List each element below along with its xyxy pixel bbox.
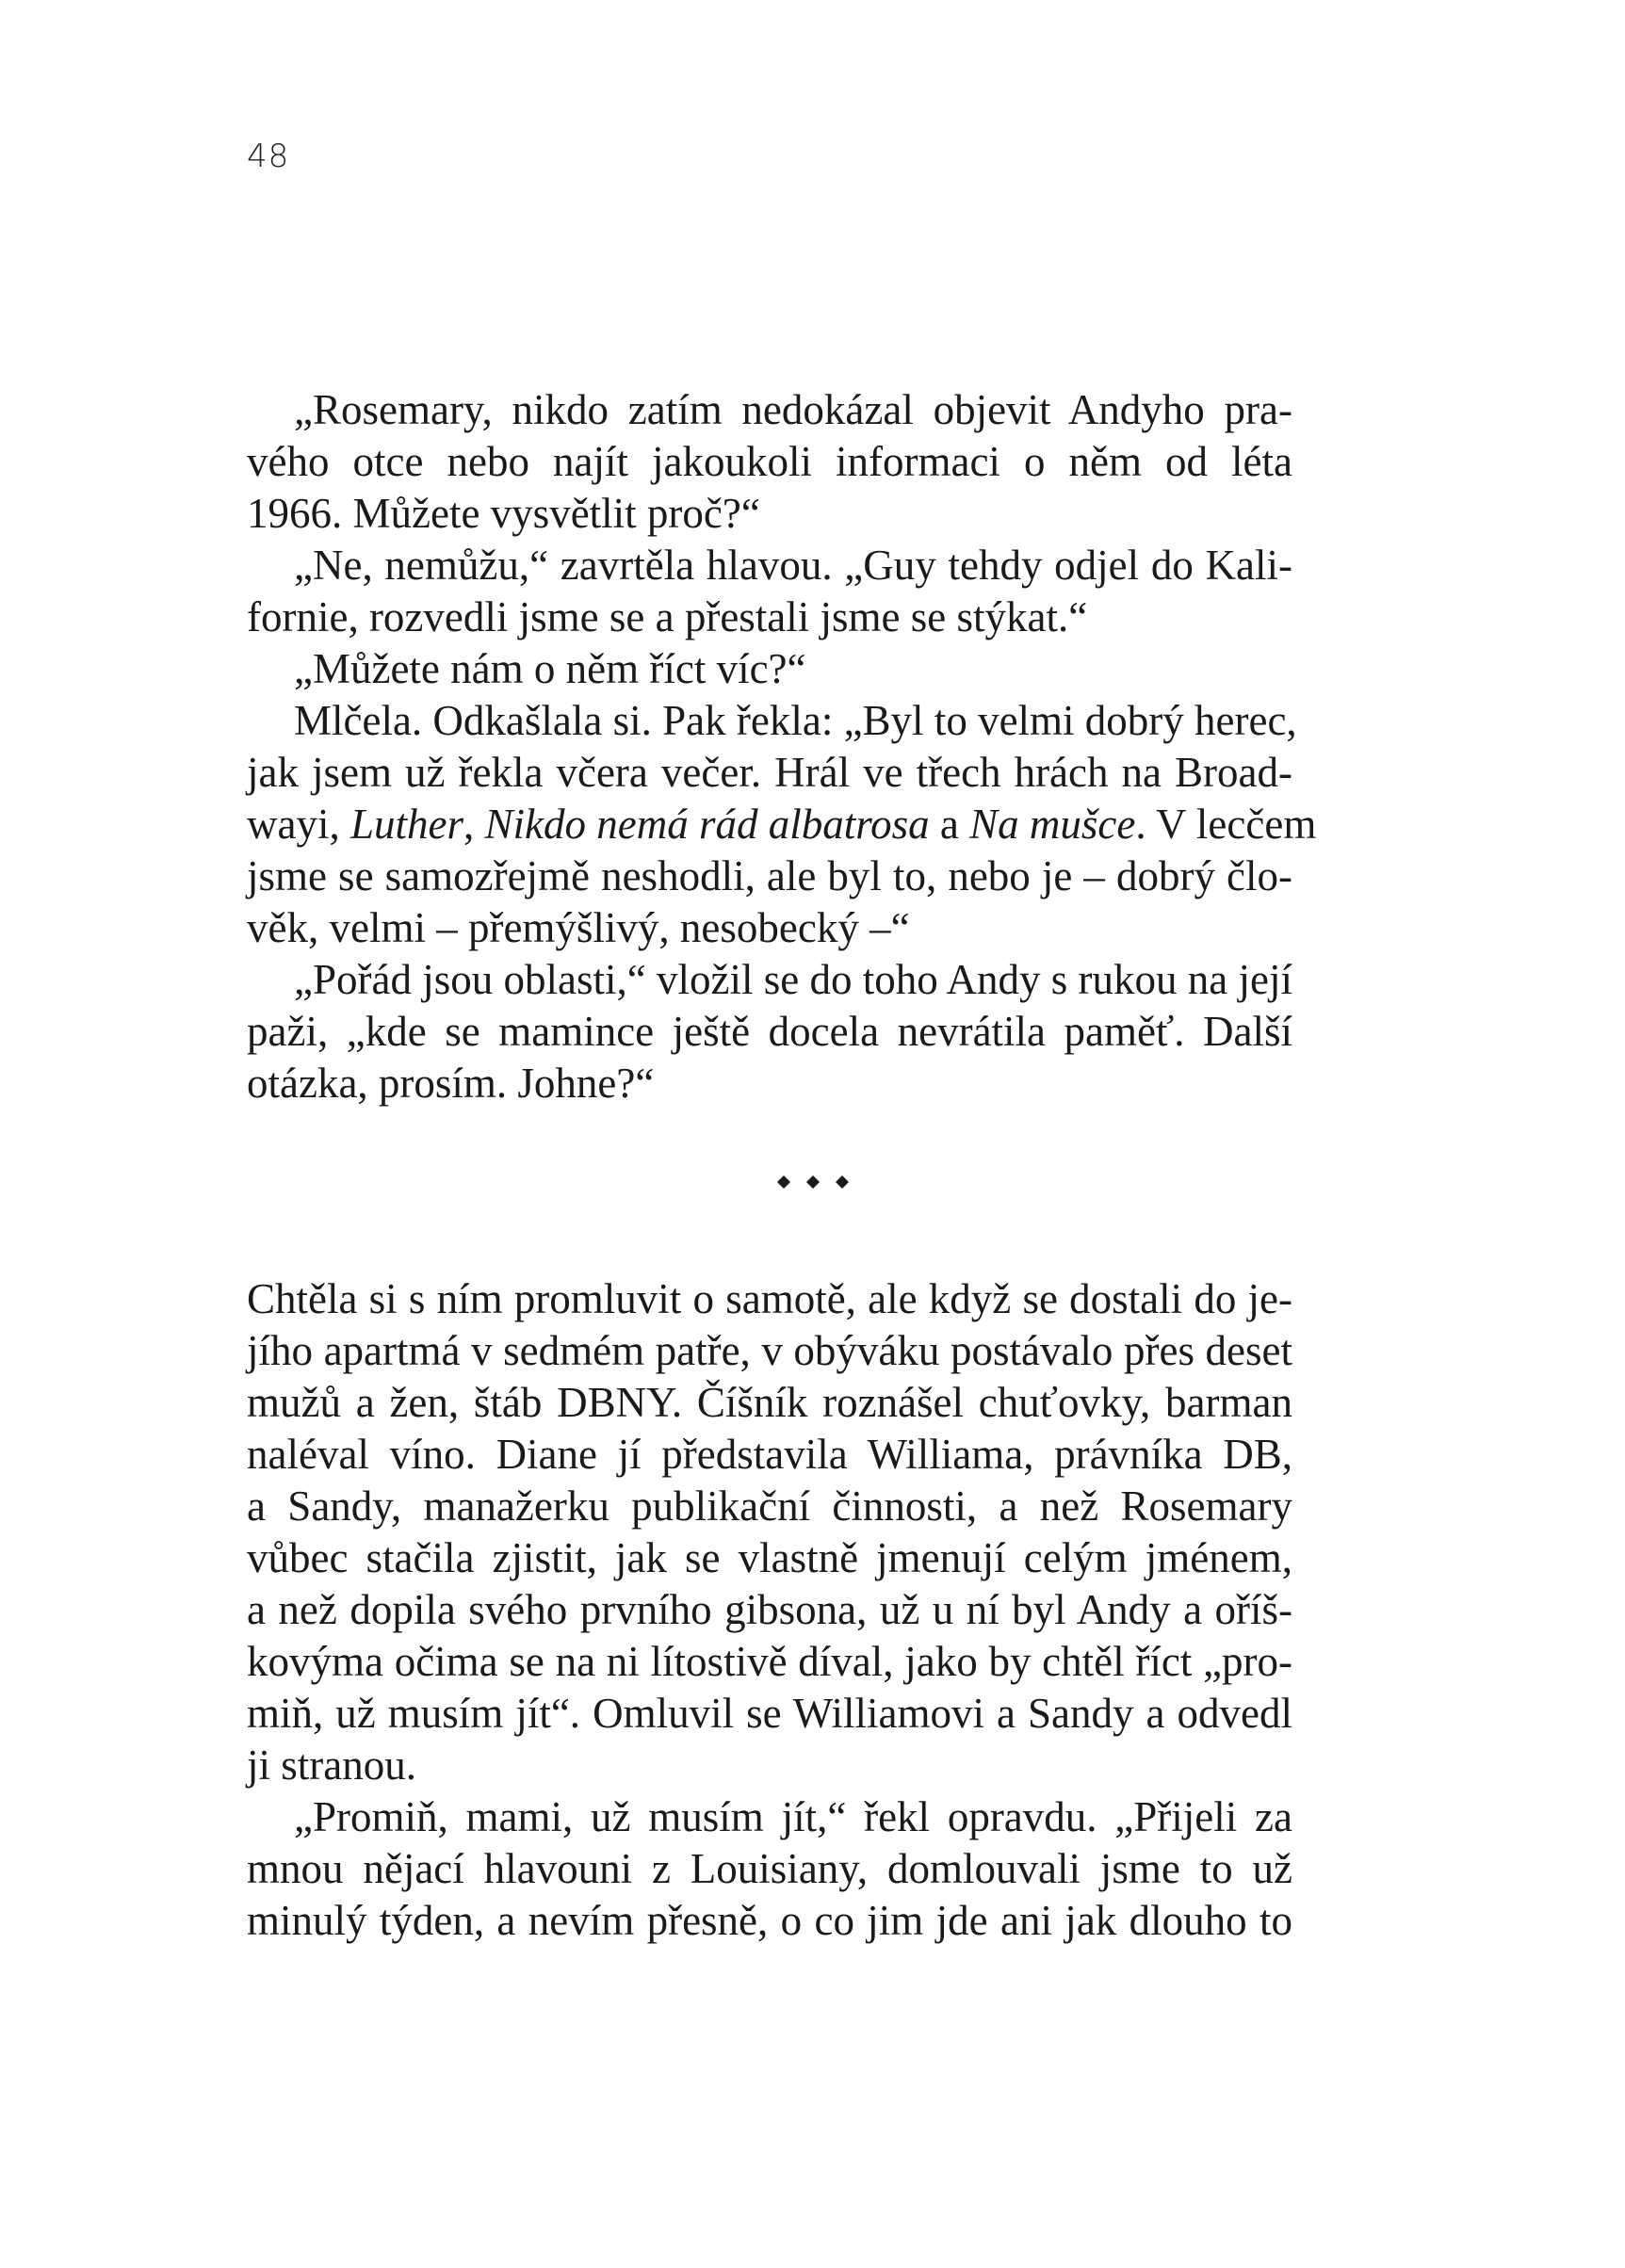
text-line: Chtěla si s ním promluvit o samotě, ale když se dostali do je-: [247, 1275, 1292, 1322]
text-line: vého otce nebo najít jakoukoli informaci o něm od léta: [247, 438, 1292, 485]
text-block-dialogue: [247, 384, 1317, 1110]
text-line: kovýma očima se na ni lítostivě díval, jako by chtěl říct „pro-: [247, 1638, 1292, 1685]
text-line: „Promiň, mami, už musím jít,“ řekl opravdu. „Přijeli za: [294, 1793, 1292, 1840]
line-text-segment: a: [929, 801, 970, 848]
text-line: mnou nějací hlavouni z Louisiany, domlouvali jsme to už: [247, 1845, 1292, 1892]
text-line: Mlčela. Odkašlala si. Pak řekla: „Byl to velmi dobrý herec,: [294, 697, 1297, 744]
text-line: jsme se samozřejmě neshodli, ale byl to, nebo je – dobrý člo-: [247, 852, 1292, 899]
text-line: jího apartmá v sedmém patře, v obýváku postávalo přes deset: [247, 1327, 1292, 1374]
section-separator: [0, 1174, 1625, 1191]
text-line: paži, „kde se mamince ještě docela nevrátila paměť. Další: [247, 1008, 1292, 1055]
text-line: jak jsem už řekla včera večer. Hrál ve třech hrách na Broad-: [247, 749, 1292, 796]
text-line: „Rosemary, nikdo zatím nedokázal objevit Andyho pra-: [294, 386, 1292, 433]
text-line: „Pořád jsou oblasti,“ vložil se do toho Andy s rukou na její: [294, 956, 1292, 1003]
page-number: 48: [247, 138, 290, 175]
line-text-segment: ,: [463, 801, 485, 848]
text-line: minulý týden, a nevím přesně, o co jim jde ani jak dlouho to: [247, 1897, 1292, 1944]
text-line: vůbec stačila zjistit, jak se vlastně jmenují celým jménem,: [247, 1534, 1292, 1581]
play-title-luther: Luther: [349, 801, 463, 848]
play-title-nikdo-nema-rad-albatrosa: Nikdo nemá rád albatrosa: [484, 801, 930, 848]
text-block-narrative: [247, 1273, 1292, 1947]
text-line: a než dopila svého prvního gibsona, už u ní byl Andy a oříš-: [247, 1586, 1292, 1633]
text-line: miň, už musím jít“. Omluvil se Williamovi a Sandy a odvedl: [247, 1690, 1292, 1737]
text-line: „Můžete nám o něm říct víc?“: [294, 645, 806, 692]
text-line: ji stranou.: [247, 1742, 416, 1789]
text-line: 1966. Můžete vysvětlit proč?“: [247, 490, 760, 537]
line-text-segment: wayi,: [247, 801, 350, 848]
text-line: naléval víno. Diane jí představila Williama, právníka DB,: [247, 1431, 1292, 1478]
text-line: fornie, rozvedli jsme se a přestali jsme se stýkat.“: [247, 593, 1088, 640]
text-line: a Sandy, manažerku publikační činnosti, a než Rosemary: [247, 1482, 1292, 1530]
text-line: věk, velmi – přemýšlivý, nesobecký –“: [247, 904, 910, 951]
text-line-with-titles: [247, 799, 1317, 850]
three-diamonds-separator-icon: [775, 1174, 851, 1191]
text-line: otázka, prosím. Johne?“: [247, 1060, 655, 1107]
text-line: „Ne, nemůžu,“ zavrtěla hlavou. „Guy tehdy odjel do Kali-: [294, 542, 1292, 589]
line-text-segment: . V lecčem: [1135, 801, 1317, 848]
text-line: mužů a žen, štáb DBNY. Číšník roznášel chuťovky, barman: [247, 1379, 1292, 1426]
play-title-na-musce: Na mušce: [969, 801, 1136, 848]
